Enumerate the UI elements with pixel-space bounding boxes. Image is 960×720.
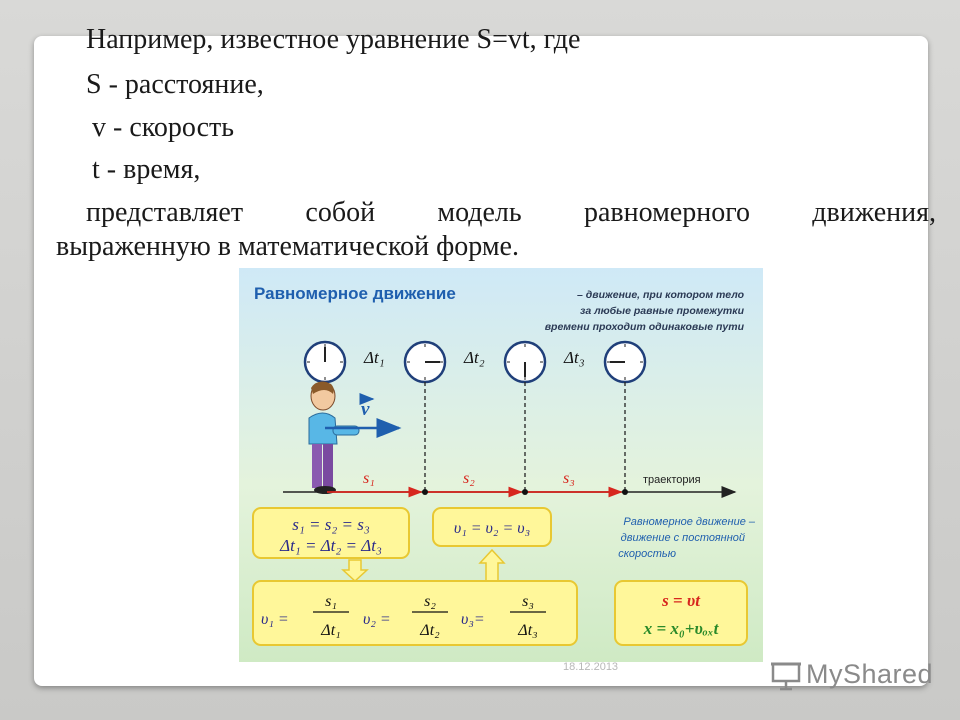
- formula-numerator: s₃: [522, 593, 534, 610]
- vector-formula: s = υt: [662, 591, 700, 610]
- clock-icon: [605, 342, 645, 382]
- clock-icon: [305, 342, 345, 382]
- clock-icon: [405, 342, 445, 382]
- definition-line-3: времени проходит одинаковые пути: [544, 321, 744, 333]
- formula-v3-label: υ₃=: [461, 611, 485, 628]
- projector-screen-icon: [770, 660, 802, 692]
- delta-t-label: Δt₂: [464, 348, 485, 367]
- text-line-3: v - скорость: [92, 112, 235, 143]
- velocity-label: v: [361, 399, 370, 420]
- text-line-4: t - время,: [92, 154, 201, 185]
- side-note-line-3: скоростью: [618, 548, 676, 560]
- clock-icon: [505, 342, 545, 382]
- side-note-line-2: движение с постоянной: [620, 532, 745, 544]
- definition-line-2: за любые равные промежутки: [580, 305, 744, 317]
- segment-label: s₃: [563, 470, 575, 487]
- watermark: [770, 656, 934, 696]
- equal-s-text: s₁ = s₂ = s₃: [292, 515, 370, 534]
- formula-v1-label: υ₁ =: [261, 611, 289, 628]
- formula-v2-label: υ₂ =: [363, 611, 391, 628]
- point-marker: [422, 489, 428, 495]
- formula-denominator: Δt₂: [420, 622, 440, 639]
- text-line-1: Например, известное уравнение S=vt, где: [86, 24, 581, 55]
- coordinate-formula: x = x₀+υₒₓt: [643, 619, 719, 638]
- brand-name: MyShared: [806, 659, 934, 689]
- formula-numerator: s₂: [424, 593, 436, 610]
- text-line-2: S - расстояние,: [86, 69, 264, 100]
- uniform-motion-figure: [239, 268, 763, 662]
- point-marker: [622, 489, 628, 495]
- side-note-line-1: Равномерное движение –: [623, 516, 755, 528]
- delta-t-label: Δt₁: [364, 348, 385, 367]
- formula-denominator: Δt₁: [321, 622, 341, 639]
- segment-label: s₁: [363, 470, 375, 487]
- equal-v-text: υ₁ = υ₂ = υ₃: [453, 520, 531, 537]
- delta-t-label: Δt₃: [564, 348, 585, 367]
- equal-t-text: Δt₁ = Δt₂ = Δt₃: [280, 536, 382, 555]
- text-line-6: выраженную в математической форме.: [56, 231, 519, 262]
- trajectory-label: траектория: [643, 474, 701, 486]
- formula-numerator: s₁: [325, 593, 337, 610]
- slide-date: 18.12.2013: [563, 661, 619, 673]
- formula-denominator: Δt₃: [518, 622, 538, 639]
- segment-label: s₂: [463, 470, 475, 487]
- figure-title: Равномерное движение: [254, 284, 456, 303]
- text-line-5: представляет собой модель равномерного движения,: [86, 197, 936, 228]
- definition-line-1: – движение, при котором тело: [577, 289, 744, 301]
- point-marker: [522, 489, 528, 495]
